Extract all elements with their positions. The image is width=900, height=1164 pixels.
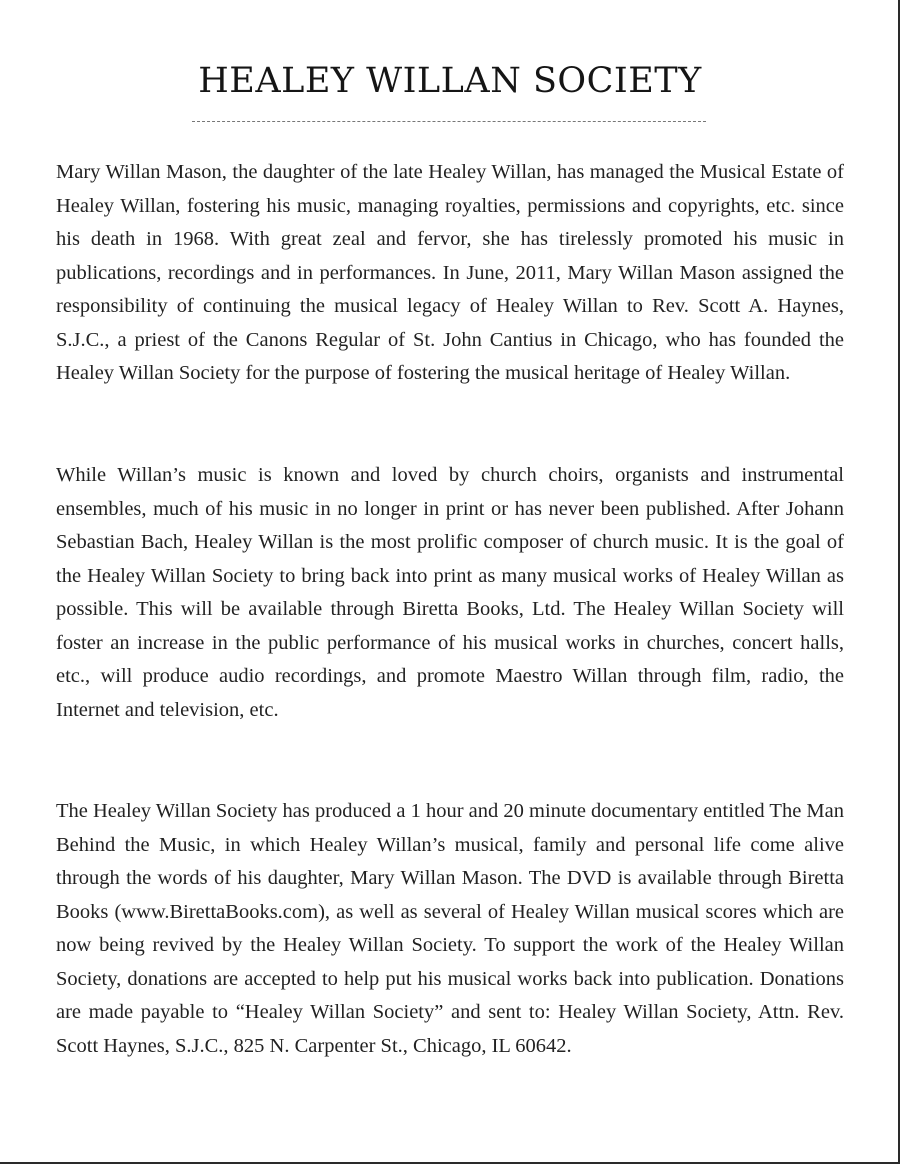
page-title: HEALEY WILLAN SOCIETY <box>198 61 702 101</box>
title-divider <box>192 121 706 122</box>
paragraph-goals: While Willan’s music is known and loved by church choirs, organists and instrumental ensembles, much of his music in no longer in print or has never been published. After Johann Sebastian Bach, Healey Willan is the most prolific composer of church music. It is the goal of the Healey Willan Society to bring back into print as many musical works of Healey Willan as possible. This will be available through Biretta Books, Ltd. The Healey Willan Society will foster an increase in the public performance of his musical works in churches, concert halls, etc., will produce audio recordings, and promote Maestro Willan through film, radio, the Internet and television, etc. <box>56 464 844 721</box>
paragraph-mission-history: Mary Willan Mason, the daughter of the late Healey Willan, has managed the Musical Estate of Healey Willan, fostering his music, managing royalties, permissions and copyrights, etc. since his death in 1968. With great zeal and fervor, she has tirelessly promoted his music in publications, recordings and in performances. In June, 2011, Mary Willan Mason assigned the responsibility of continuing the musical legacy of Healey Willan to Rev. Scott A. Haynes, S.J.C., a priest of the Canons Regular of St. John Cantius in Chicago, who has founded the Healey Willan Society for the purpose of fostering the musical heritage of Healey Willan. <box>56 161 844 384</box>
paragraph-documentary-donations: The Healey Willan Society has produced a 1 hour and 20 minute documentary entitled The Man Behind the Music, in which Healey Willan’s musical, family and personal life come alive through the words of his daughter, Mary Willan Mason. The DVD is available through Biretta Books (www.BirettaBooks.com), as well as several of Healey Willan musical scores which are now being revived by the Healey Willan Society. To support the work of the Healey Willan Society, donations are accepted to help put his musical works back into publication. Donations are made payable to “Healey Willan Society” and sent to: Healey Willan Society, Attn. Rev. Scott Haynes, S.J.C., 825 N. Carpenter St., Chicago, IL 60642. <box>56 800 845 1057</box>
